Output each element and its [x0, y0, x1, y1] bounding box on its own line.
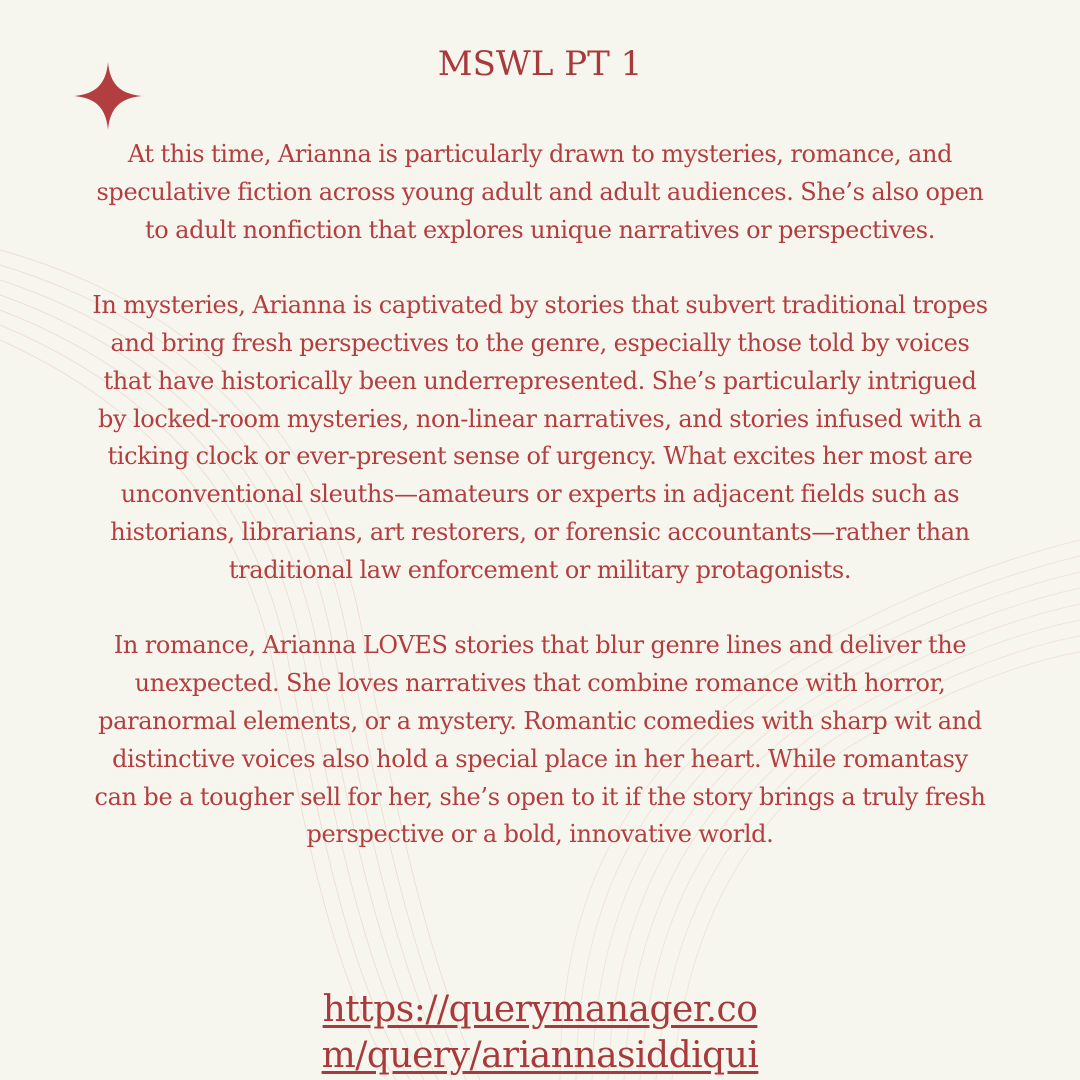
mysteries-paragraph: In mysteries, Arianna is captivated by stories that subvert traditional tropes and bring fresh perspectives to the genre, especially those told by voices that have historically been underrepresented. She’s particularly intrigued by locked-room mysteries, non-linear narratives, and stories infused with a ticking clock or ever-present sense of urgency. What excites her most are unconventional sleuths—amateurs or experts in adjacent fields such as historians, librarians, art restorers, or forensic accountants—rather than traditional law enforcement or military protagonists.: [92, 291, 988, 584]
intro-paragraph: At this time, Arianna is particularly drawn to mysteries, romance, and speculative fiction across young adult and adult audiences. She’s also open to adult nonfiction that explores unique narratives or perspectives.: [96, 140, 984, 244]
link-line-2[interactable]: m/query/ariannasiddiqui: [321, 1035, 759, 1076]
romance-paragraph: In romance, Arianna LOVES stories that blur genre lines and deliver the unexpected. She loves narratives that combine romance with horror, paranormal elements, or a mystery. Romantic comedies with sharp wit and distinctive voices also hold a special place in her heart. While romantasy can be a tougher sell for her, she’s open to it if the story brings a truly fresh perspective or a bold, innovative world.: [94, 631, 986, 849]
query-manager-link[interactable]: [240, 987, 840, 1079]
link-line-1[interactable]: https://querymanager.co: [322, 989, 758, 1030]
page-title: MSWL PT 1: [437, 44, 643, 84]
body-text: [88, 136, 992, 892]
